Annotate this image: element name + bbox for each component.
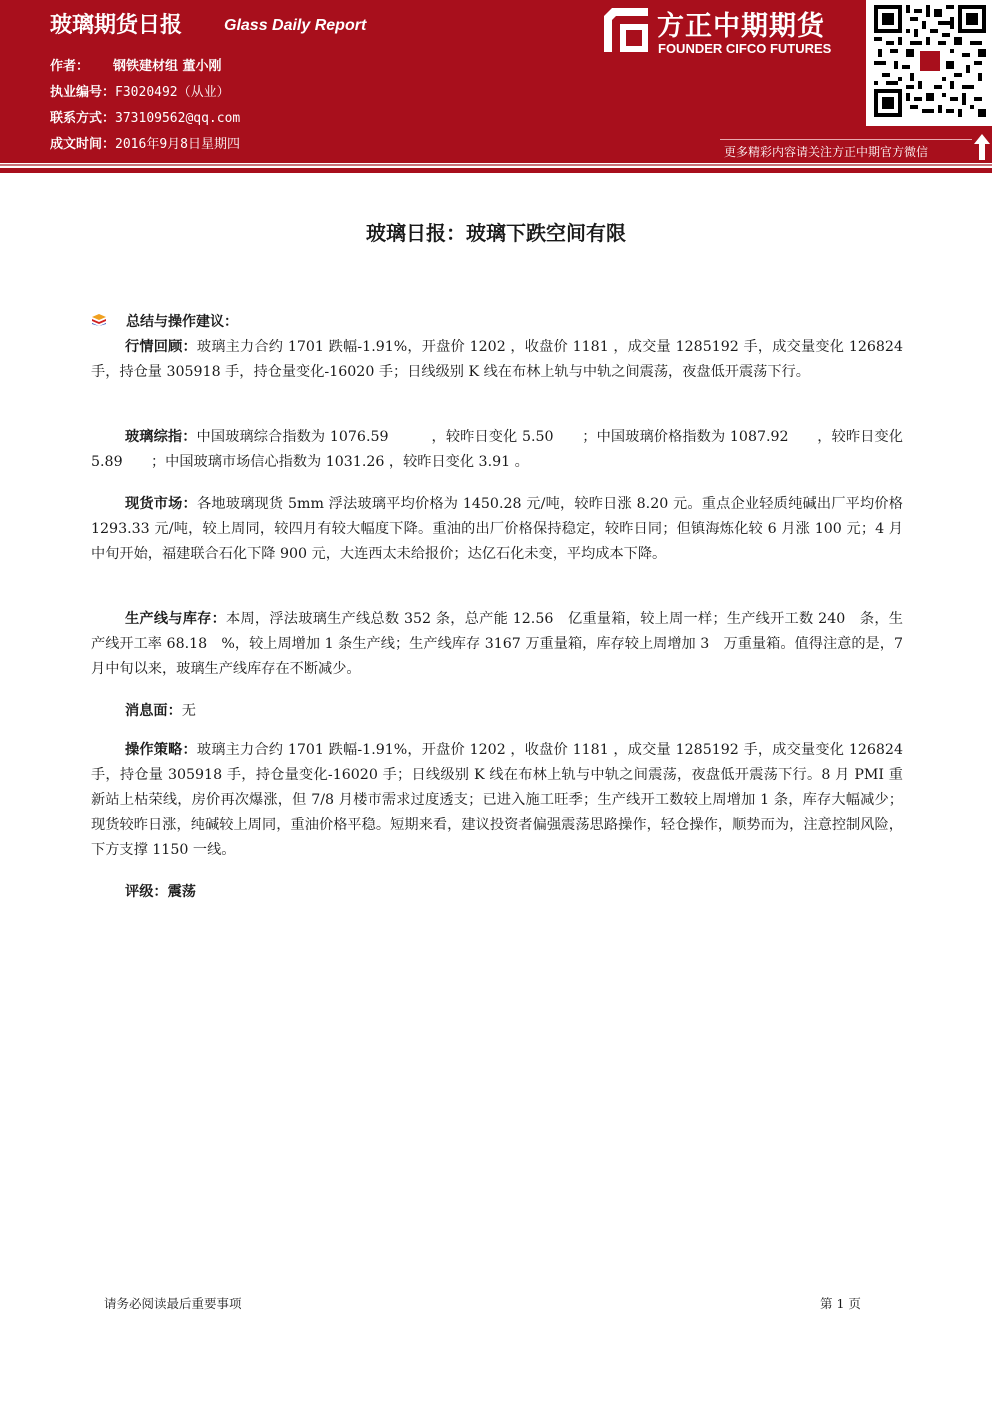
brand-name-cn: 方正中期期货	[657, 11, 825, 42]
date-value: 2016年9月8日星期四	[115, 137, 240, 152]
author-value: 钢铁建材组 董小刚	[113, 59, 222, 74]
paragraph-market-review	[91, 335, 903, 385]
founder-logo-icon	[604, 8, 648, 52]
section-heading: 总结与操作建议：	[126, 314, 238, 330]
paragraph-strategy	[91, 738, 903, 863]
paragraph-text: 中国玻璃综合指数为 1076.59 ，较昨日变化 5.50 ；中国玻璃价格指数为 1087.92 ，较昨日变化 5.89 ；中国玻璃市场信心指数为 1031.26 ，较昨日变化 3.91 。	[91, 429, 903, 470]
author-label: 作者：	[50, 59, 90, 74]
paragraph-text: 各地玻璃现货 5mm 浮法玻璃平均价格为 1450.28 元/吨，较昨日涨 8.20 元。重点企业轻质纯碱出厂平均价格 1293.33 元/吨，较上周同，较四月有较大幅度下降。重油的出厂价格保持稳定，较昨日同；但镇海炼化较 6 月涨 100 元；4 月中旬开始，福建联合石化下降 900 元，大连西太未给报价；达亿石化未变，平均成本下降。	[91, 496, 903, 562]
wechat-divider	[720, 139, 972, 140]
paragraph-label: 行情回顾：	[125, 339, 197, 355]
date-row	[50, 133, 240, 152]
date-label: 成文时间：	[50, 137, 116, 152]
contact-label: 联系方式：	[50, 111, 116, 126]
license-row	[50, 81, 230, 100]
paragraph-spot-market	[91, 492, 903, 567]
paragraph-text: 无	[181, 703, 196, 719]
paragraph-news	[91, 699, 903, 724]
qr-code-icon	[874, 5, 986, 117]
paragraph-text: 玻璃主力合约 1701 跌幅-1.91%，开盘价 1202 ，收盘价 1181 ，成交量 1285192 手，成交量变化 126824 手，持仓量 305918 手，持仓量变化-16020 手；日线级别 K 线在布林上轨与中轨之间震荡，夜盘低开震荡下行。	[91, 339, 903, 380]
footer-notice: 请务必阅读最后重要事项	[104, 1296, 242, 1311]
wechat-note: 更多精彩内容请关注方正中期官方微信	[724, 145, 929, 159]
report-title-cn: 玻璃期货日报	[50, 13, 183, 38]
header-divider-thick	[0, 168, 992, 173]
header-banner	[0, 0, 992, 163]
paragraph-text: 本周，浮法玻璃生产线总数 352 条，总产能 12.56 亿重量箱，较上周一样；生产线开工数 240 条，生产线开工率 68.18 %，较上周增加 1 条生产线；生产线库存 3167 万重量箱，库存较上周增加 3 万重量箱。值得注意的是，7 月中旬以来，玻璃生产线库存在不断减少。	[91, 611, 903, 677]
paragraph-label: 玻璃综指：	[125, 429, 197, 445]
paragraph-label: 现货市场：	[125, 496, 197, 512]
brand-name-en: FOUNDER CIFCO FUTURES	[658, 41, 832, 56]
paragraph-label: 消息面：	[125, 703, 182, 719]
paragraph-text: 玻璃主力合约 1701 跌幅-1.91%，开盘价 1202 ，收盘价 1181 ，成交量 1285192 手，成交量变化 126824 手，持仓量 305918 手，持仓量变化-16020 手；日线级别 K 线在布林上轨与中轨之间震荡，夜盘低开震荡下行。8 月 PMI 重新站上枯荣线，房价再次爆涨，但 7/8 月楼市需求过度透支；已进入施工旺季；生产线开工数较上周增加 1 条，库存大幅减少；现货较昨日涨，纯碱较上周同，重油价格平稳。短期来看，建议投资者偏强震荡思路操作，轻仓操作，顺势而为，注意控制风险，下方支撑 1150 一线。	[91, 742, 903, 858]
contact-row	[50, 107, 240, 126]
paragraph-label: 操作策略：	[125, 742, 197, 758]
rating-value: 震荡	[167, 884, 196, 900]
page-number: 第 1 页	[820, 1296, 861, 1311]
qr-code	[866, 0, 992, 126]
paragraph-glass-index	[91, 425, 903, 475]
paragraph-label: 评级：	[125, 884, 168, 900]
contact-value[interactable]: 373109562@qq.com	[115, 111, 241, 126]
author-row	[50, 55, 222, 74]
license-value: F3020492（从业）	[115, 85, 230, 100]
paragraph-rating	[91, 880, 903, 905]
arrow-up-icon	[974, 134, 990, 160]
report-title-en: Glass Daily Report	[224, 17, 367, 34]
license-label: 执业编号：	[50, 85, 116, 100]
paragraph-production-inventory	[91, 607, 903, 682]
document-title: 玻璃日报：玻璃下跌空间有限	[366, 221, 626, 245]
header-divider-thin	[0, 164, 992, 166]
bullet-icon	[92, 314, 106, 326]
paragraph-label: 生产线与库存：	[125, 611, 227, 627]
